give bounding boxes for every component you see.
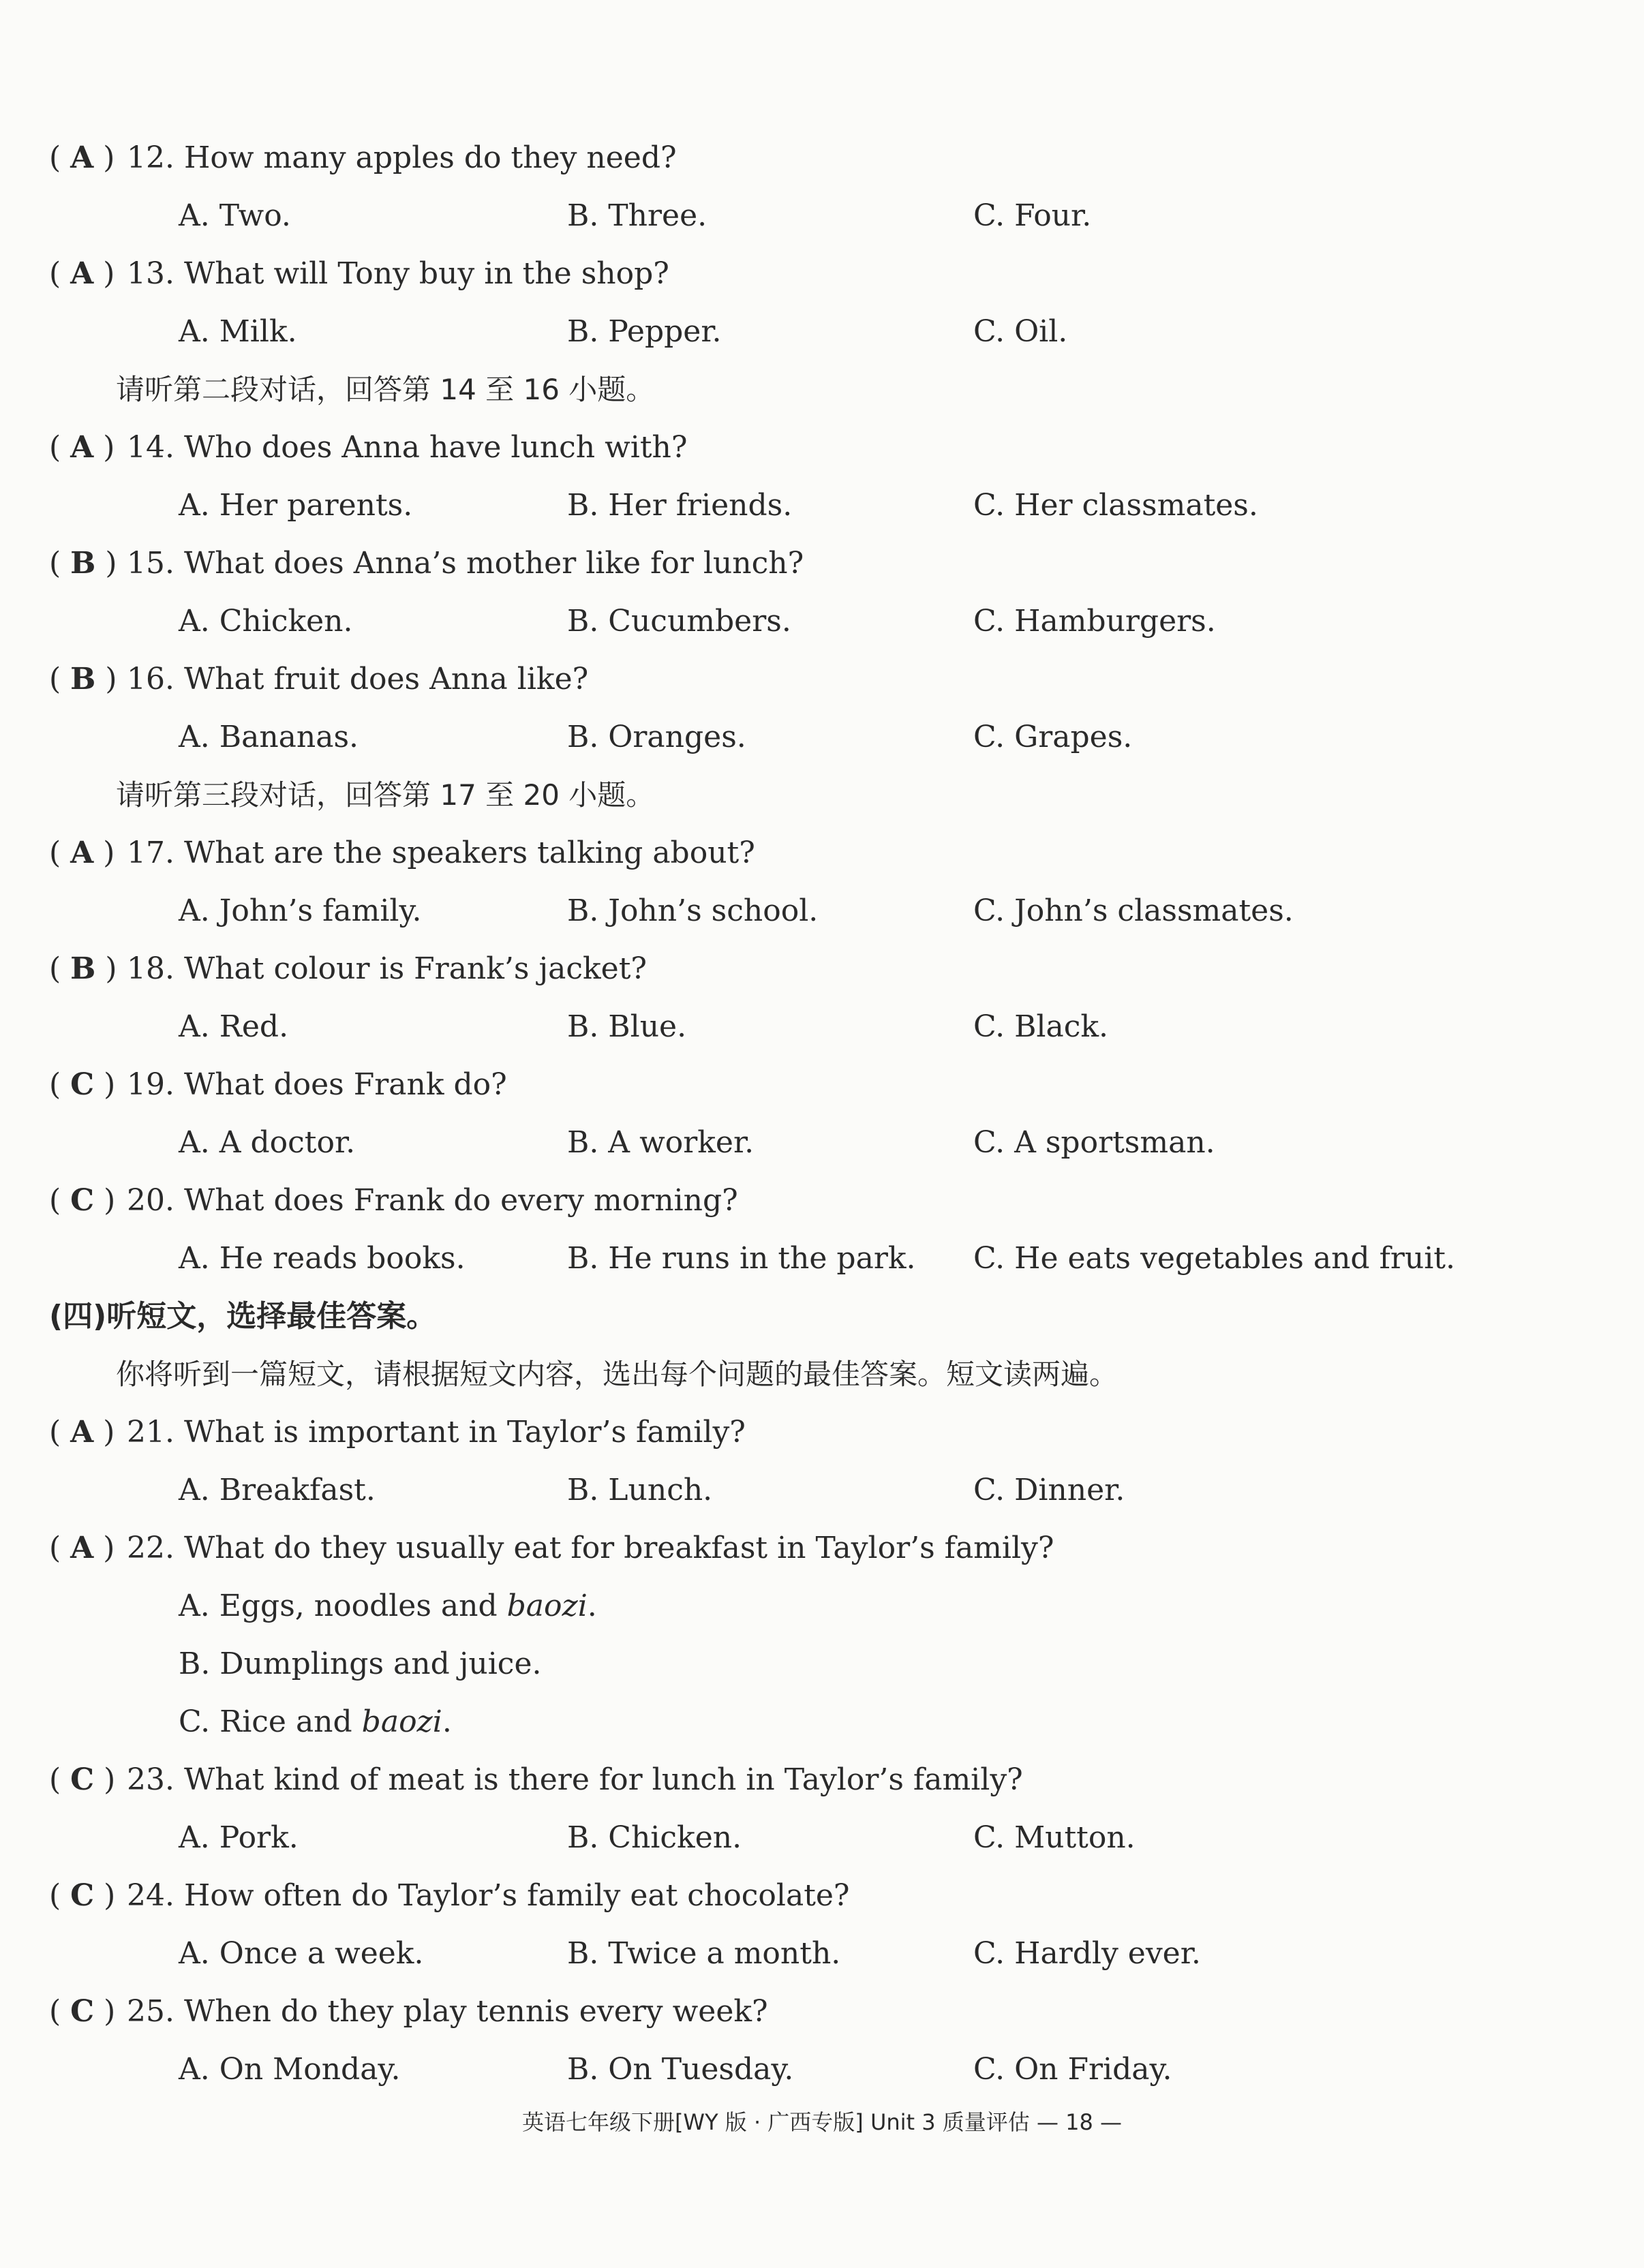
question-number: 21 — [127, 1415, 165, 1450]
question-stem: What do they usually eat for breakfast in Taylor’s family? — [183, 1531, 1054, 1565]
question-number: 13 — [127, 256, 165, 291]
answer-mark: ( C ) — [49, 1994, 116, 2029]
option-c[interactable]: C. Oil. — [973, 314, 1068, 349]
question-text: 12. How many apples do they need? — [127, 140, 677, 175]
question-number: 24 — [127, 1878, 165, 1913]
question-number: 20 — [127, 1183, 165, 1218]
question-text: 21. What is important in Taylor’s family? — [127, 1415, 746, 1450]
question-text: 13. What will Tony buy in the shop? — [127, 256, 669, 291]
question-text: 18. What colour is Frank’s jacket? — [127, 951, 647, 986]
option-a[interactable]: A. A doctor. — [179, 1125, 356, 1160]
question-stem: What does Frank do every morning? — [183, 1183, 738, 1218]
question-text: 16. What fruit does Anna like? — [127, 662, 589, 696]
answer-mark: ( C ) — [49, 1067, 116, 1102]
answer-mark: ( A ) — [49, 836, 115, 870]
answer-letter: B — [70, 662, 96, 696]
option-a[interactable]: A. Her parents. — [179, 488, 413, 523]
question-text: 17. What are the speakers talking about? — [127, 836, 755, 870]
option-c[interactable]: C. Her classmates. — [973, 488, 1258, 523]
option-b[interactable]: B. Lunch. — [567, 1473, 713, 1507]
answer-mark: ( A ) — [49, 430, 115, 465]
option-a[interactable]: A. John’s family. — [179, 893, 422, 928]
answer-letter: A — [70, 430, 94, 465]
option-c[interactable]: C. Four. — [973, 198, 1092, 233]
option-c[interactable] — [179, 1695, 452, 1749]
option-c[interactable]: C. John’s classmates. — [973, 893, 1294, 928]
option-a-end: . — [587, 1589, 597, 1623]
answer-mark: ( B ) — [49, 951, 117, 986]
question-number: 19 — [127, 1067, 165, 1102]
answer-mark: ( A ) — [49, 256, 115, 291]
answer-letter: C — [70, 1994, 95, 2029]
option-c[interactable]: C. Hamburgers. — [973, 604, 1216, 639]
question-text: 14. Who does Anna have lunch with? — [127, 430, 688, 465]
question-number: 15 — [127, 546, 165, 581]
option-b[interactable]: B. Cucumbers. — [567, 604, 791, 639]
option-b[interactable]: B. Dumplings and juice. — [179, 1646, 542, 1681]
answer-letter: A — [70, 1415, 94, 1450]
question-number: 22 — [127, 1531, 165, 1565]
answer-mark: ( A ) — [49, 1531, 115, 1565]
answer-mark: ( A ) — [49, 1415, 115, 1450]
answer-mark: ( A ) — [49, 140, 115, 175]
question-stem: Who does Anna have lunch with? — [183, 430, 688, 465]
question-text: 15. What does Anna’s mother like for lunch? — [127, 546, 804, 581]
question-text: 24. How often do Taylor’s family eat chocolate? — [127, 1878, 850, 1913]
option-b[interactable]: B. A worker. — [567, 1125, 755, 1160]
answer-letter: C — [70, 1067, 95, 1102]
question-number: 14 — [127, 430, 165, 465]
option-c[interactable]: C. He eats vegetables and fruit. — [973, 1241, 1455, 1276]
answer-mark: ( C ) — [49, 1183, 116, 1218]
option-b[interactable]: B. He runs in the park. — [567, 1241, 916, 1276]
answer-letter: A — [70, 256, 94, 291]
answer-letter: C — [70, 1878, 95, 1913]
question-text: 23. What kind of meat is there for lunch in Taylor’s family? — [127, 1762, 1023, 1797]
option-c[interactable]: C. Hardly ever. — [973, 1936, 1201, 1971]
question-stem: What are the speakers talking about? — [183, 836, 755, 870]
question-stem: How often do Taylor’s family eat chocolate? — [183, 1878, 850, 1913]
answer-letter: A — [70, 140, 94, 175]
question-number: 16 — [127, 662, 165, 696]
question-stem: What is important in Taylor’s family? — [183, 1415, 746, 1450]
option-b[interactable]: B. Twice a month. — [567, 1936, 841, 1971]
question-number: 23 — [127, 1762, 165, 1797]
option-b[interactable]: B. Blue. — [567, 1009, 687, 1044]
answer-mark: ( B ) — [49, 546, 117, 581]
option-a-italic: baozi — [506, 1589, 588, 1623]
answer-letter: B — [70, 951, 96, 986]
question-stem: What will Tony buy in the shop? — [183, 256, 669, 291]
question-text: 19. What does Frank do? — [127, 1067, 507, 1102]
answer-letter: A — [70, 1531, 94, 1565]
option-a[interactable]: A. Two. — [179, 198, 291, 233]
option-c[interactable]: C. Black. — [973, 1009, 1108, 1044]
question-stem: How many apples do they need? — [183, 140, 677, 175]
section-4-instruction: 你将听到一篇短文，请根据短文内容，选出每个问题的最佳答案。短文读两遍。 — [116, 1358, 1118, 1391]
option-a[interactable]: A. Breakfast. — [179, 1473, 376, 1507]
option-c[interactable]: C. On Friday. — [973, 2052, 1172, 2087]
option-c-text: C. Rice and — [179, 1704, 362, 1739]
option-b[interactable]: B. Her friends. — [567, 488, 793, 523]
answer-mark: ( C ) — [49, 1762, 116, 1797]
option-a[interactable]: A. Chicken. — [179, 604, 353, 639]
answer-mark: ( C ) — [49, 1878, 116, 1913]
section-4-title: (四)听短文，选择最佳答案。 — [49, 1299, 437, 1334]
option-a[interactable]: A. Once a week. — [179, 1936, 424, 1971]
option-c-italic: baozi — [361, 1704, 442, 1739]
option-b[interactable]: B. Oranges. — [567, 720, 746, 754]
option-c[interactable]: C. Mutton. — [973, 1820, 1136, 1855]
option-a[interactable]: A. On Monday. — [179, 2052, 401, 2087]
answer-letter: C — [70, 1183, 95, 1218]
option-a[interactable] — [179, 1579, 597, 1634]
answer-mark: ( B ) — [49, 662, 117, 696]
option-a[interactable]: A. Red. — [179, 1009, 289, 1044]
option-a[interactable]: A. He reads books. — [179, 1241, 466, 1276]
option-b[interactable]: B. On Tuesday. — [567, 2052, 794, 2087]
answer-letter: B — [70, 546, 96, 581]
answer-letter: A — [70, 836, 94, 870]
option-b[interactable]: B. Pepper. — [567, 314, 722, 349]
question-stem: What kind of meat is there for lunch in Taylor’s family? — [183, 1762, 1023, 1797]
question-stem: What does Frank do? — [183, 1067, 507, 1102]
question-number: 25 — [127, 1994, 165, 2029]
option-b[interactable]: B. Chicken. — [567, 1820, 742, 1855]
question-stem: What does Anna’s mother like for lunch? — [183, 546, 804, 581]
question-stem: What colour is Frank’s jacket? — [183, 951, 647, 986]
option-c[interactable]: C. A sportsman. — [973, 1125, 1215, 1160]
answer-letter: C — [70, 1762, 95, 1797]
question-number: 12 — [127, 140, 165, 175]
option-b[interactable]: B. John’s school. — [567, 893, 819, 928]
question-stem: When do they play tennis every week? — [183, 1994, 768, 2029]
question-number: 17 — [127, 836, 165, 870]
question-text: 22. What do they usually eat for breakfast in Taylor’s family? — [127, 1531, 1054, 1565]
question-number: 18 — [127, 951, 165, 986]
question-text: 25. When do they play tennis every week? — [127, 1994, 768, 2029]
instruction-2: 请听第二段对话，回答第 14 至 16 小题。 — [116, 373, 655, 406]
option-c[interactable]: C. Grapes. — [973, 720, 1133, 754]
option-a-text: A. Eggs, noodles and — [179, 1589, 507, 1623]
option-a[interactable]: A. Bananas. — [179, 720, 359, 754]
option-a[interactable]: A. Milk. — [179, 314, 297, 349]
page-footer: 英语七年级下册[WY 版 · 广西专版] Unit 3 质量评估 — 18 — — [521, 2109, 1123, 2135]
question-text: 20. What does Frank do every morning? — [127, 1183, 738, 1218]
question-stem: What fruit does Anna like? — [183, 662, 589, 696]
option-c[interactable]: C. Dinner. — [973, 1473, 1125, 1507]
option-b[interactable]: B. Three. — [567, 198, 707, 233]
instruction-3: 请听第三段对话，回答第 17 至 20 小题。 — [116, 778, 655, 812]
option-a[interactable]: A. Pork. — [179, 1820, 299, 1855]
option-c-end: . — [442, 1704, 452, 1739]
